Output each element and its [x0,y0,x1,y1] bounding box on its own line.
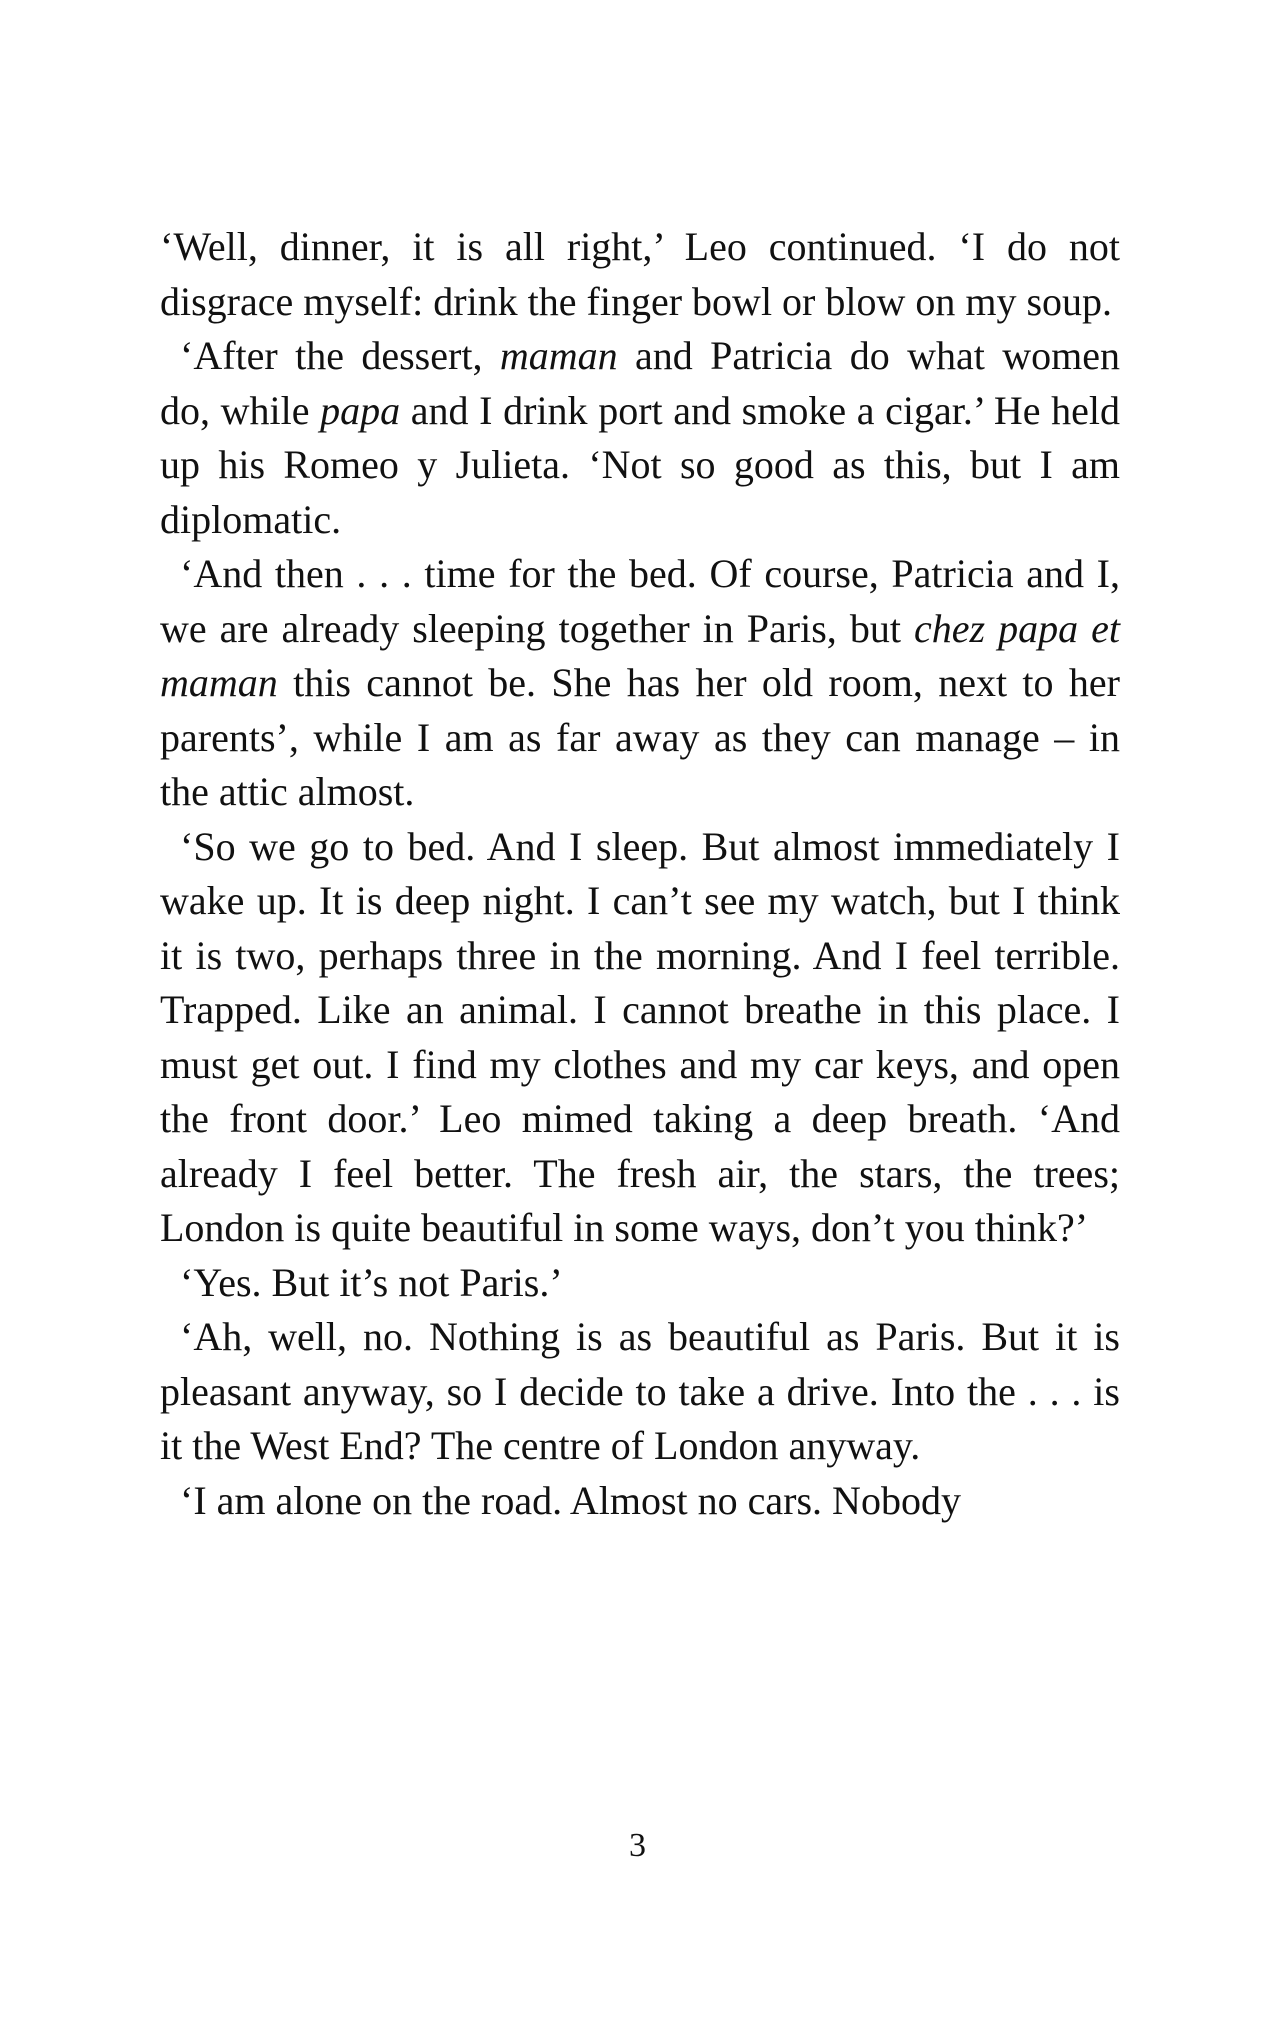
paragraph [160,547,1120,820]
italic-text: maman [499,333,618,378]
paragraph-text: ‘And then . . . time for the bed. Of course, Patricia and I, we are already sleeping together in Paris, but [160,551,1120,651]
paragraph-text: ‘I am alone on the road. Almost no cars. Nobody [180,1477,961,1523]
paragraph-text: this cannot be. She has her old room, next to her parents’, while I am as far away as they can manage – in the attic almost. [160,660,1120,814]
paragraph [160,220,1120,329]
body-text [160,220,1120,1528]
paragraph-text: and I drink port and smoke a cigar.’ He held up his Romeo y Julieta. ‘Not so good as this, but I am diplomatic. [160,387,1120,542]
paragraph [160,329,1120,547]
paragraph [160,1256,1120,1311]
paragraph-text: ‘Well, dinner, it is all right,’ Leo continued. ‘I do not disgrace myself: drink the finger bowl or blow on my soup. [160,224,1120,324]
paragraph-text: ‘After the dessert, [180,333,500,378]
book-page [160,220,1120,1780]
paragraph [160,1310,1120,1474]
paragraph [160,820,1120,1256]
italic-text: chez papa et maman [160,605,1120,705]
paragraph-text: ‘Yes. But it’s not Paris.’ [180,1259,563,1305]
page-number: 3 [629,1827,646,1864]
paragraph [160,1474,1120,1529]
paragraph-text: and Patricia do what women do, while [160,333,1120,433]
italic-text: papa [320,387,401,433]
paragraph-text: ‘Ah, well, no. Nothing is as beautiful as Paris. But it is pleasant anyway, so I decide to take a drive. Into the . . . is it the West End? The centre of London anyway. [160,1314,1120,1468]
paragraph-text: ‘So we go to bed. And I sleep. But almost immediately I wake up. It is deep night. I can’t see my watch, but I think it is two, perhaps three in the morning. And I feel terrible. Trapped. Like an animal. I cannot breathe in this place. I must get out. I find my clothes and my car keys, and open the front door.’ Leo mimed taking a deep breath. ‘And already I feel better. The fresh air, the stars, the trees; London is quite beautiful in some ways, don’t you think?’ [160,823,1120,1250]
